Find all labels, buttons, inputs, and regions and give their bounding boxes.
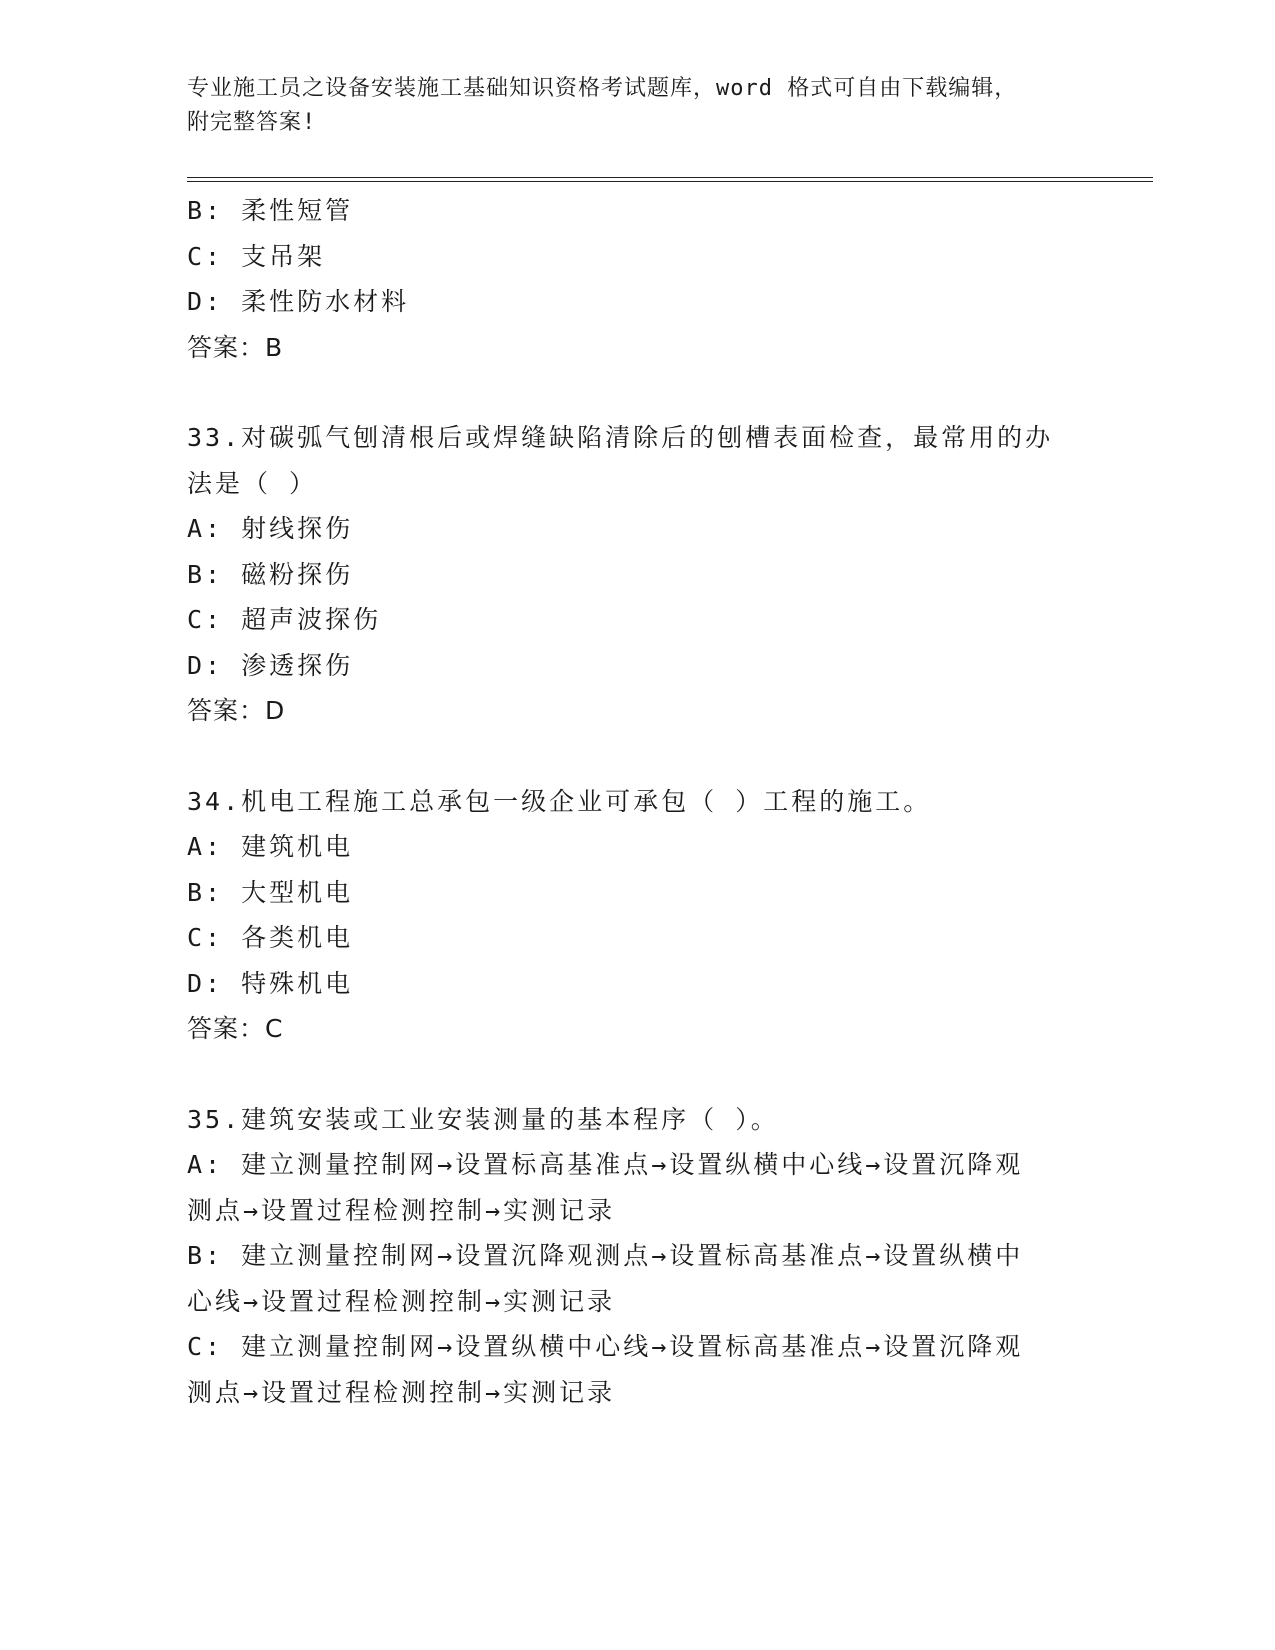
option-c: C: 各类机电 [187,923,354,952]
option-d: D: 特殊机电 [187,968,354,998]
option-b: B: 大型机电 [187,877,354,907]
question-33 [187,415,1087,734]
header-divider-bottom [187,181,1153,182]
option-a-continued: 测点→设置过程检测控制→实测记录 [187,1195,616,1225]
question-34 [187,779,1087,1052]
question-stem: 34.机电工程施工总承包一级企业可承包（ ）工程的施工。 [187,786,932,816]
question-stem: 法是（ ） [187,468,318,498]
option-c: C: 支吊架 [187,241,326,271]
option-b-continued: 心线→设置过程检测控制→实测记录 [187,1286,616,1316]
question-35 [187,1097,1087,1416]
question-content [187,188,1087,1415]
question-stem: 35.建筑安装或工业安装测量的基本程序（ ）。 [187,1104,779,1134]
header-title-line-2: 附完整答案! [187,110,317,135]
option-a: A: 建立测量控制网→设置标高基准点→设置纵横中心线→设置沉降观 [187,1150,1024,1179]
option-b: B: 柔性短管 [187,196,354,225]
spacer [187,1052,1087,1097]
option-d: D: 渗透探伤 [187,650,354,680]
answer-line: 答案：B [187,332,284,362]
header-divider-top [187,177,1153,178]
option-c: C: 超声波探伤 [187,605,382,634]
option-d: D: 柔性防水材料 [187,287,410,316]
option-a: A: 射线探伤 [187,514,354,543]
option-b: B: 磁粉探伤 [187,559,354,589]
question-32-tail [187,188,1087,370]
spacer [187,370,1087,415]
answer-line: 答案：C [187,1014,284,1043]
option-b: B: 建立测量控制网→设置沉降观测点→设置标高基准点→设置纵横中 [187,1241,1024,1270]
document-header [187,72,1067,140]
option-c-continued: 测点→设置过程检测控制→实测记录 [187,1377,616,1407]
spacer [187,734,1087,779]
option-c: C: 建立测量控制网→设置纵横中心线→设置标高基准点→设置沉降观 [187,1332,1024,1361]
header-title-line-1: 专业施工员之设备安装施工基础知识资格考试题库，word 格式可自由下载编辑， [187,76,1018,101]
question-stem: 33.对碳弧气刨清根后或焊缝缺陷清除后的刨槽表面检查，最常用的办 [187,423,1054,452]
answer-line: 答案：D [187,696,286,725]
option-a: A: 建筑机电 [187,832,354,861]
